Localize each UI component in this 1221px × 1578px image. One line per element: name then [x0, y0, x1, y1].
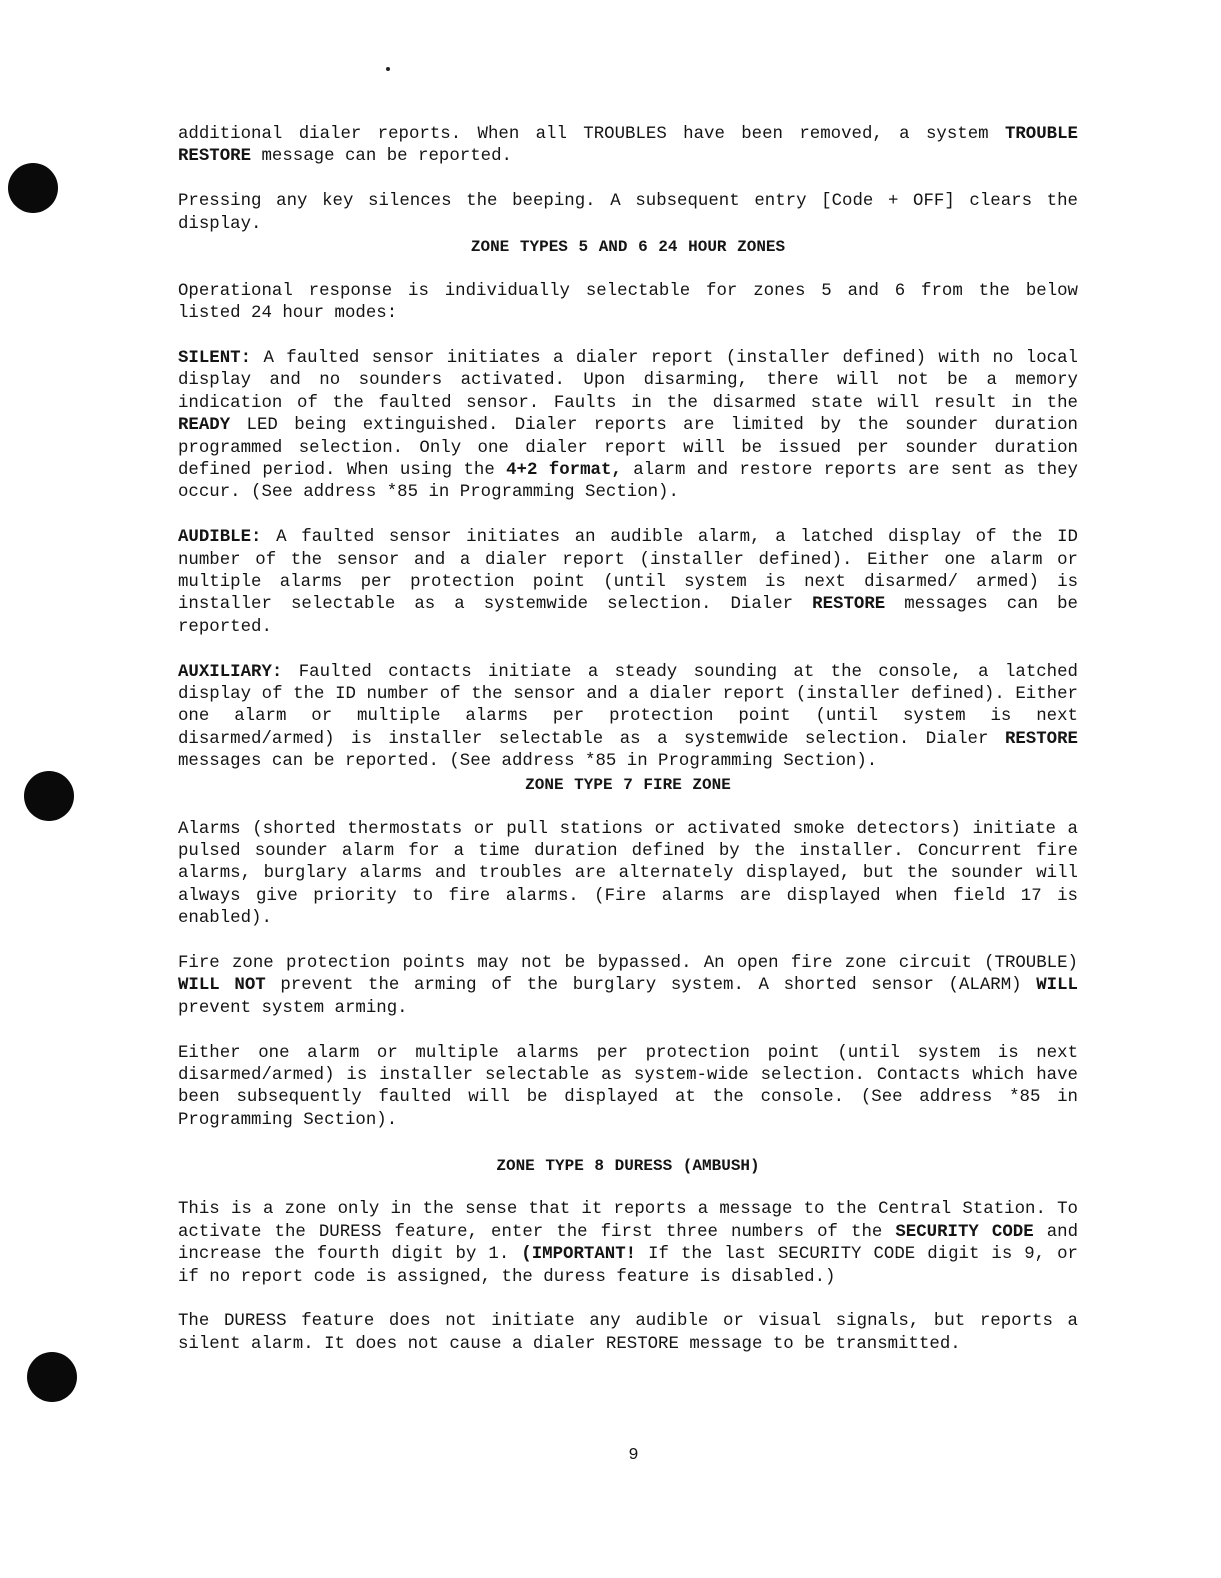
silent-label: SILENT: [178, 349, 252, 369]
fire-zone-paragraph-2: Fire zone protection points may not be bypassed. An open fire zone circuit (TROUBLE) WILL NOT prevent the arming of the burglary system. A shorted sensor (ALARM) WILL prevent system arming. [178, 953, 1078, 1018]
punch-hole-top [8, 163, 58, 213]
trouble-restore-term: TROUBLE RESTORE [178, 125, 1078, 167]
zone-5-6-intro: Operational response is individually selectable for zones 5 and 6 from the below listed 24 hour modes: [178, 281, 1078, 324]
silent-mode-paragraph: SILENT: A faulted sensor initiates a dialer report (installer defined) with no local display and no sounders activated. Upon disarming, there will not be a memory indication of the faulted sensor. Faults in the disarmed state will result in the READY LED being extinguished. Dialer reports are limited by the sounder duration programmed selection. Only one dialer report will be issued per sounder duration defined period. When using the 4+2 format, alarm and restore reports are sent as they occur. (See address *85 in Programming Section). [178, 349, 1078, 503]
duress-paragraph-1: This is a zone only in the sense that it reports a message to the Central Station. To activate the DURESS feature, enter the first three numbers of the SECURITY CODE and increase the fourth digit by 1. (IMPORTANT! If the last SECURITY CODE digit is 9, or if no report code is assigned, the duress feature is disabled.) [178, 1200, 1078, 1287]
fire-zone-paragraph-1: Alarms (shorted thermostats or pull stations or activated smoke detectors) initiate a pulsed sounder alarm for a time duration defined by the installer. Concurrent fire alarms, burglary alarms and troubles are alternately displayed, but the sounder will always give priority to fire alarms. (Fire alarms are displayed when field 17 is enabled). [178, 819, 1078, 929]
scan-speck [386, 67, 390, 71]
intro-paragraph-2: Pressing any key silences the beeping. A subsequent entry [Code + OFF] clears the display. [178, 192, 1078, 234]
important-term: (IMPORTANT! [521, 1245, 637, 1265]
page-number: 9 [628, 1446, 639, 1465]
fire-zone-paragraph-3: Either one alarm or multiple alarms per protection point (until system is next disarmed/armed) is installer selectable as system-wide selection. Contacts which have been subsequently faulted will be displayed at the console. (See address *85 in Programming Section). [178, 1043, 1078, 1130]
heading-zone-type-7: ZONE TYPE 7 FIRE ZONE [525, 775, 731, 794]
duress-paragraph-2: The DURESS feature does not initiate any audible or visual signals, but reports a silent alarm. It does not cause a dialer RESTORE message to be transmitted. [178, 1312, 1078, 1354]
security-code-term: SECURITY CODE [895, 1222, 1034, 1242]
body-text [178, 124, 1078, 1356]
audible-mode-paragraph: AUDIBLE: A faulted sensor initiates an audible alarm, a latched display of the ID number of the sensor and a dialer report (installer defined). Either one alarm or multiple alarms per protection point (until system is next disarmed/ armed) is installer selectable as a systemwide selection. Dialer RESTORE messages can be reported. [178, 528, 1078, 637]
ready-term: READY [178, 416, 231, 436]
audible-label: AUDIBLE: [178, 528, 262, 548]
restore-term: RESTORE [1004, 729, 1078, 749]
restore-term: RESTORE [812, 595, 886, 615]
will-not-term: WILL NOT [178, 976, 266, 996]
heading-zone-type-8: ZONE TYPE 8 DURESS (AMBUSH) [496, 1156, 760, 1175]
format-term: 4+2 format, [506, 461, 622, 481]
will-term: WILL [1036, 976, 1078, 996]
punch-hole-bottom [27, 1352, 77, 1402]
heading-zone-types-5-6: ZONE TYPES 5 AND 6 24 HOUR ZONES [470, 238, 786, 257]
auxiliary-mode-paragraph: AUXILIARY: Faulted contacts initiate a steady sounding at the console, a latched display of the ID number of the sensor and a dialer report (installer defined). Either one alarm or multiple alarms per protection point (until system is next disarmed/armed) is installer selectable as a systemwide selection. Dialer RESTORE messages can be reported. (See address *85 in Programming Section). [178, 662, 1078, 772]
punch-hole-middle [24, 771, 74, 821]
auxiliary-label: AUXILIARY: [178, 662, 283, 682]
intro-paragraph-1: additional dialer reports. When all TROUBLES have been removed, a system TROUBLE RESTORE message can be reported. [178, 125, 1078, 167]
